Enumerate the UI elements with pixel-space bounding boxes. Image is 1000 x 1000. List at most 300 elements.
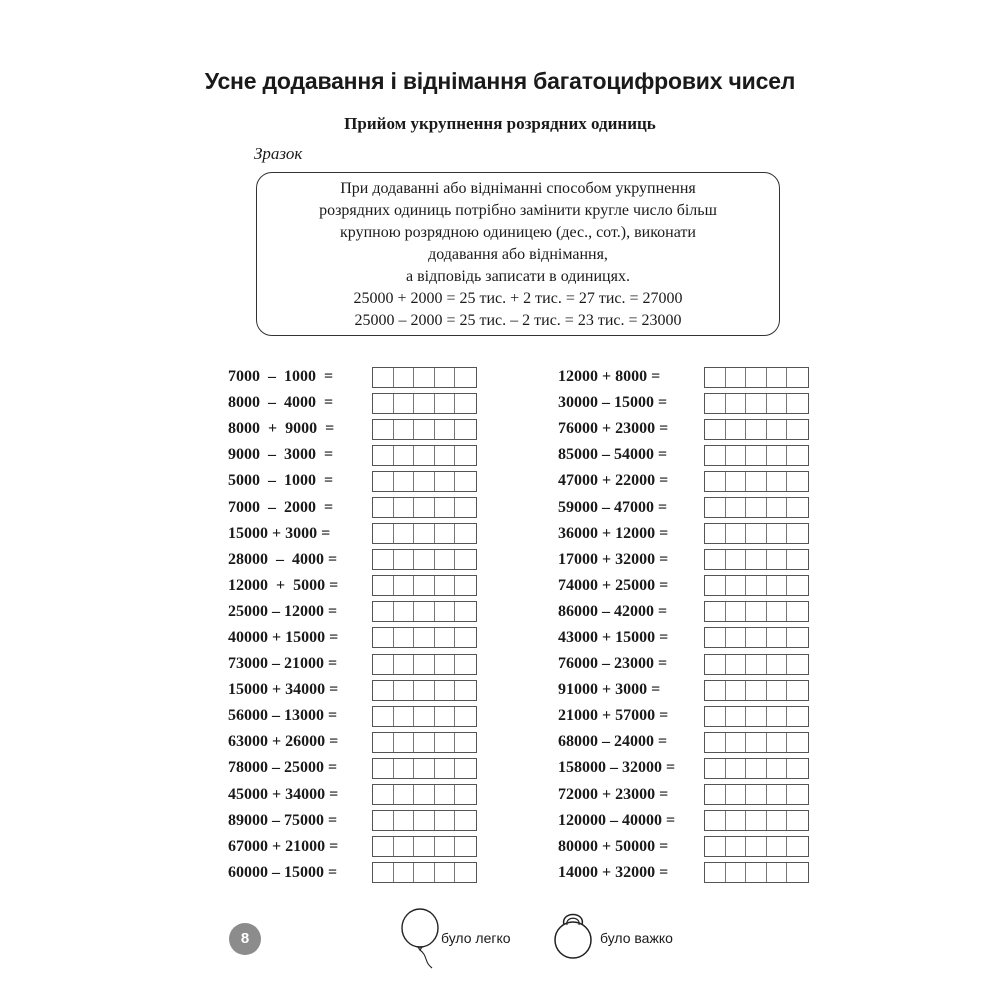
answer-cell[interactable] — [455, 655, 476, 674]
answer-cell[interactable] — [414, 524, 435, 543]
exercise-text: 7000 – 1000 = — [228, 368, 334, 386]
answer-cell[interactable] — [726, 420, 747, 439]
answer-cell[interactable] — [787, 707, 808, 726]
exercise-row — [228, 677, 477, 703]
answer-cell[interactable] — [414, 498, 435, 517]
answer-cell[interactable] — [373, 681, 394, 700]
answer-cell[interactable] — [373, 837, 394, 856]
answer-boxes — [704, 549, 809, 570]
answer-cell[interactable] — [746, 681, 767, 700]
exercise-row — [228, 364, 477, 390]
answer-cell[interactable] — [746, 602, 767, 621]
exercise-text: 15000 + 3000 = — [228, 524, 331, 542]
answer-cell[interactable] — [726, 602, 747, 621]
rule-line: При додаванні або відніманні способом укрупнення — [340, 180, 696, 197]
answer-cell[interactable] — [435, 524, 456, 543]
answer-cell[interactable] — [455, 420, 476, 439]
answer-boxes — [372, 836, 477, 857]
rule-example: 25000 – 2000 = 25 тис. – 2 тис. = 23 тис. = 23000 — [354, 312, 682, 329]
answer-cell[interactable] — [787, 550, 808, 569]
answer-cell[interactable] — [373, 368, 394, 387]
exercise-text: 14000 + 32000 = — [558, 863, 669, 881]
answer-boxes — [372, 862, 477, 883]
answer-boxes — [704, 471, 809, 492]
exercise-text: 8000 – 4000 = — [228, 394, 334, 412]
exercise-text: 89000 – 75000 = — [228, 811, 338, 829]
answer-cell[interactable] — [373, 628, 394, 647]
answer-cell[interactable] — [435, 368, 456, 387]
answer-cell[interactable] — [414, 576, 435, 595]
exercise-text: 158000 – 32000 = — [558, 759, 676, 777]
answer-cell[interactable] — [767, 707, 788, 726]
answer-cell[interactable] — [787, 837, 808, 856]
answer-cell[interactable] — [767, 759, 788, 778]
answer-cell[interactable] — [767, 811, 788, 830]
answer-cell[interactable] — [394, 733, 415, 752]
answer-cell[interactable] — [787, 628, 808, 647]
answer-cell[interactable] — [455, 733, 476, 752]
answer-boxes — [372, 367, 477, 388]
exercise-row — [228, 755, 477, 781]
answer-cell[interactable] — [705, 811, 726, 830]
answer-cell[interactable] — [746, 707, 767, 726]
answer-boxes — [372, 758, 477, 779]
answer-cell[interactable] — [455, 602, 476, 621]
answer-cell[interactable] — [726, 811, 747, 830]
answer-cell[interactable] — [414, 811, 435, 830]
exercise-row — [558, 860, 809, 886]
answer-cell[interactable] — [373, 655, 394, 674]
answer-cell[interactable] — [705, 837, 726, 856]
answer-cell[interactable] — [394, 394, 415, 413]
exercise-row — [228, 703, 477, 729]
answer-cell[interactable] — [705, 785, 726, 804]
sample-label: Зразок — [254, 144, 303, 163]
answer-cell[interactable] — [746, 524, 767, 543]
exercise-text: 80000 + 50000 = — [558, 837, 669, 855]
answer-cell[interactable] — [705, 368, 726, 387]
answer-cell[interactable] — [455, 472, 476, 491]
answer-cell[interactable] — [373, 394, 394, 413]
exercise-row — [558, 494, 809, 520]
answer-cell[interactable] — [726, 681, 747, 700]
answer-cell[interactable] — [705, 498, 726, 517]
answer-cell[interactable] — [394, 707, 415, 726]
page-number: 8 — [229, 923, 261, 955]
answer-cell[interactable] — [373, 863, 394, 882]
answer-cell[interactable] — [767, 550, 788, 569]
answer-cell[interactable] — [455, 368, 476, 387]
exercise-row — [558, 808, 809, 834]
answer-cell[interactable] — [435, 420, 456, 439]
exercise-text: 68000 – 24000 = — [558, 733, 668, 751]
answer-cell[interactable] — [373, 602, 394, 621]
rule-line: розрядних одиниць потрібно замінити кругле число більш — [319, 202, 717, 219]
answer-cell[interactable] — [787, 576, 808, 595]
answer-cell[interactable] — [787, 394, 808, 413]
answer-boxes — [372, 471, 477, 492]
answer-cell[interactable] — [414, 733, 435, 752]
answer-cell[interactable] — [435, 733, 456, 752]
exercise-text: 12000 + 8000 = — [558, 368, 661, 386]
answer-boxes — [704, 419, 809, 440]
answer-cell[interactable] — [746, 420, 767, 439]
answer-cell[interactable] — [746, 733, 767, 752]
answer-boxes — [372, 393, 477, 414]
answer-cell[interactable] — [787, 681, 808, 700]
answer-cell[interactable] — [705, 524, 726, 543]
answer-cell[interactable] — [435, 446, 456, 465]
answer-cell[interactable] — [414, 655, 435, 674]
answer-cell[interactable] — [435, 628, 456, 647]
exercise-text: 72000 + 23000 = — [558, 785, 669, 803]
answer-cell[interactable] — [435, 759, 456, 778]
answer-cell[interactable] — [394, 498, 415, 517]
answer-cell[interactable] — [726, 368, 747, 387]
answer-cell[interactable] — [435, 681, 456, 700]
answer-cell[interactable] — [394, 446, 415, 465]
answer-cell[interactable] — [726, 576, 747, 595]
answer-cell[interactable] — [767, 863, 788, 882]
answer-cell[interactable] — [746, 759, 767, 778]
answer-cell[interactable] — [746, 368, 767, 387]
rule-line: додавання або віднімання, — [428, 246, 608, 263]
answer-cell[interactable] — [394, 655, 415, 674]
answer-cell[interactable] — [705, 472, 726, 491]
answer-cell[interactable] — [414, 368, 435, 387]
exercise-text: 74000 + 25000 = — [558, 576, 669, 594]
answer-boxes — [704, 575, 809, 596]
answer-cell[interactable] — [746, 655, 767, 674]
answer-cell[interactable] — [414, 550, 435, 569]
answer-cell[interactable] — [767, 681, 788, 700]
answer-cell[interactable] — [435, 655, 456, 674]
answer-cell[interactable] — [414, 446, 435, 465]
exercise-text: 36000 + 12000 = — [558, 524, 669, 542]
answer-cell[interactable] — [394, 681, 415, 700]
answer-cell[interactable] — [726, 707, 747, 726]
answer-cell[interactable] — [394, 785, 415, 804]
answer-cell[interactable] — [414, 759, 435, 778]
answer-cell[interactable] — [767, 446, 788, 465]
answer-cell[interactable] — [455, 498, 476, 517]
answer-cell[interactable] — [435, 785, 456, 804]
answer-cell[interactable] — [705, 550, 726, 569]
answer-cell[interactable] — [705, 394, 726, 413]
answer-cell[interactable] — [746, 446, 767, 465]
exercise-text: 8000 + 9000 = — [228, 420, 335, 438]
answer-cell[interactable] — [726, 498, 747, 517]
answer-cell[interactable] — [435, 550, 456, 569]
answer-cell[interactable] — [767, 472, 788, 491]
answer-cell[interactable] — [455, 863, 476, 882]
answer-cell[interactable] — [705, 420, 726, 439]
exercise-text: 120000 – 40000 = — [558, 811, 676, 829]
exercise-text: 85000 – 54000 = — [558, 446, 668, 464]
answer-cell[interactable] — [746, 472, 767, 491]
answer-cell[interactable] — [705, 628, 726, 647]
answer-cell[interactable] — [394, 472, 415, 491]
answer-cell[interactable] — [373, 707, 394, 726]
answer-cell[interactable] — [746, 837, 767, 856]
answer-cell[interactable] — [705, 681, 726, 700]
answer-cell[interactable] — [746, 811, 767, 830]
mood-easy-label: було легко — [441, 930, 511, 946]
exercise-row — [558, 416, 809, 442]
answer-cell[interactable] — [746, 550, 767, 569]
answer-cell[interactable] — [373, 420, 394, 439]
answer-cell[interactable] — [414, 785, 435, 804]
answer-cell[interactable] — [394, 811, 415, 830]
answer-cell[interactable] — [705, 863, 726, 882]
answer-cell[interactable] — [787, 785, 808, 804]
answer-cell[interactable] — [414, 602, 435, 621]
exercise-row — [228, 834, 477, 860]
answer-boxes — [372, 810, 477, 831]
answer-cell[interactable] — [435, 498, 456, 517]
answer-cell[interactable] — [767, 602, 788, 621]
answer-cell[interactable] — [455, 759, 476, 778]
answer-cell[interactable] — [726, 394, 747, 413]
answer-cell[interactable] — [787, 811, 808, 830]
answer-cell[interactable] — [435, 394, 456, 413]
exercise-row — [558, 703, 809, 729]
exercise-text: 30000 – 15000 = — [558, 394, 668, 412]
exercise-text: 15000 + 34000 = — [228, 681, 339, 699]
answer-cell[interactable] — [455, 446, 476, 465]
exercise-row — [228, 547, 477, 573]
exercise-row — [228, 573, 477, 599]
answer-cell[interactable] — [373, 524, 394, 543]
answer-boxes — [372, 497, 477, 518]
answer-cell[interactable] — [373, 733, 394, 752]
answer-cell[interactable] — [767, 394, 788, 413]
answer-cell[interactable] — [767, 837, 788, 856]
exercise-column-right — [558, 364, 809, 886]
answer-cell[interactable] — [414, 681, 435, 700]
answer-cell[interactable] — [705, 576, 726, 595]
answer-cell[interactable] — [373, 785, 394, 804]
answer-cell[interactable] — [373, 550, 394, 569]
exercise-row — [228, 782, 477, 808]
answer-cell[interactable] — [373, 446, 394, 465]
answer-boxes — [704, 393, 809, 414]
answer-cell[interactable] — [414, 472, 435, 491]
answer-cell[interactable] — [435, 472, 456, 491]
answer-cell[interactable] — [705, 759, 726, 778]
answer-boxes — [704, 784, 809, 805]
answer-cell[interactable] — [705, 733, 726, 752]
exercise-text: 76000 – 23000 = — [558, 655, 668, 673]
answer-cell[interactable] — [455, 707, 476, 726]
answer-cell[interactable] — [455, 811, 476, 830]
answer-cell[interactable] — [726, 759, 747, 778]
answer-cell[interactable] — [455, 550, 476, 569]
answer-cell[interactable] — [787, 368, 808, 387]
answer-cell[interactable] — [373, 472, 394, 491]
exercise-row — [558, 521, 809, 547]
answer-cell[interactable] — [435, 837, 456, 856]
answer-cell[interactable] — [767, 628, 788, 647]
answer-cell[interactable] — [726, 472, 747, 491]
answer-boxes — [704, 601, 809, 622]
answer-boxes — [704, 706, 809, 727]
answer-cell[interactable] — [726, 550, 747, 569]
exercise-text: 5000 – 1000 = — [228, 472, 334, 490]
answer-cell[interactable] — [414, 394, 435, 413]
exercise-text: 59000 – 47000 = — [558, 498, 668, 516]
answer-cell[interactable] — [414, 420, 435, 439]
answer-cell[interactable] — [787, 524, 808, 543]
answer-boxes — [372, 732, 477, 753]
answer-cell[interactable] — [435, 576, 456, 595]
rule-line: а відповідь записати в одиницях. — [406, 268, 630, 285]
answer-cell[interactable] — [787, 472, 808, 491]
answer-cell[interactable] — [414, 628, 435, 647]
answer-cell[interactable] — [726, 524, 747, 543]
rule-box — [256, 172, 780, 336]
answer-cell[interactable] — [746, 576, 767, 595]
answer-cell[interactable] — [767, 576, 788, 595]
section-subtitle: Прийом укрупнення розрядних одиниць — [344, 114, 656, 133]
answer-boxes — [704, 732, 809, 753]
answer-cell[interactable] — [414, 863, 435, 882]
answer-boxes — [372, 680, 477, 701]
answer-cell[interactable] — [787, 733, 808, 752]
answer-cell[interactable] — [767, 420, 788, 439]
answer-cell[interactable] — [767, 733, 788, 752]
answer-cell[interactable] — [394, 837, 415, 856]
answer-cell[interactable] — [414, 707, 435, 726]
exercise-text: 73000 – 21000 = — [228, 655, 338, 673]
answer-boxes — [372, 627, 477, 648]
answer-cell[interactable] — [726, 446, 747, 465]
answer-cell[interactable] — [455, 628, 476, 647]
exercise-text: 76000 + 23000 = — [558, 420, 669, 438]
answer-cell[interactable] — [705, 602, 726, 621]
exercise-row — [228, 416, 477, 442]
answer-boxes — [704, 654, 809, 675]
answer-cell[interactable] — [435, 707, 456, 726]
exercise-row — [558, 468, 809, 494]
answer-cell[interactable] — [373, 576, 394, 595]
exercise-row — [558, 782, 809, 808]
answer-cell[interactable] — [394, 524, 415, 543]
exercise-text: 63000 + 26000 = — [228, 733, 339, 751]
answer-cell[interactable] — [373, 811, 394, 830]
exercise-row — [228, 390, 477, 416]
answer-cell[interactable] — [414, 837, 435, 856]
answer-boxes — [704, 367, 809, 388]
answer-cell[interactable] — [435, 863, 456, 882]
answer-cell[interactable] — [787, 655, 808, 674]
exercise-text: 45000 + 34000 = — [228, 785, 339, 803]
exercise-row — [558, 651, 809, 677]
exercise-text: 28000 – 4000 = — [228, 550, 338, 568]
answer-cell[interactable] — [705, 446, 726, 465]
exercise-row — [228, 599, 477, 625]
answer-cell[interactable] — [373, 498, 394, 517]
exercise-text: 56000 – 13000 = — [228, 707, 338, 725]
answer-cell[interactable] — [787, 602, 808, 621]
exercise-row — [558, 625, 809, 651]
answer-cell[interactable] — [767, 524, 788, 543]
answer-cell[interactable] — [726, 628, 747, 647]
answer-cell[interactable] — [767, 655, 788, 674]
answer-cell[interactable] — [726, 837, 747, 856]
answer-boxes — [704, 862, 809, 883]
answer-cell[interactable] — [787, 759, 808, 778]
answer-cell[interactable] — [455, 681, 476, 700]
answer-cell[interactable] — [394, 368, 415, 387]
exercise-column-left — [228, 364, 477, 886]
answer-cell[interactable] — [435, 602, 456, 621]
exercise-text: 7000 – 2000 = — [228, 498, 334, 516]
answer-boxes — [372, 784, 477, 805]
answer-cell[interactable] — [726, 733, 747, 752]
exercise-text: 12000 + 5000 = — [228, 576, 339, 594]
answer-boxes — [372, 523, 477, 544]
answer-cell[interactable] — [705, 655, 726, 674]
answer-cell[interactable] — [746, 394, 767, 413]
answer-cell[interactable] — [746, 498, 767, 517]
answer-cell[interactable] — [455, 837, 476, 856]
answer-cell[interactable] — [435, 811, 456, 830]
exercise-text: 21000 + 57000 = — [558, 707, 669, 725]
answer-cell[interactable] — [394, 576, 415, 595]
answer-cell[interactable] — [746, 628, 767, 647]
answer-cell[interactable] — [726, 863, 747, 882]
answer-cell[interactable] — [767, 785, 788, 804]
answer-cell[interactable] — [394, 628, 415, 647]
rule-example: 25000 + 2000 = 25 тис. + 2 тис. = 27 тис. = 27000 — [353, 290, 683, 307]
answer-cell[interactable] — [373, 759, 394, 778]
answer-cell[interactable] — [394, 863, 415, 882]
answer-cell[interactable] — [394, 550, 415, 569]
exercise-row — [558, 390, 809, 416]
answer-cell[interactable] — [787, 420, 808, 439]
answer-cell[interactable] — [394, 420, 415, 439]
answer-cell[interactable] — [726, 655, 747, 674]
answer-cell[interactable] — [746, 785, 767, 804]
exercise-row — [558, 677, 809, 703]
exercise-text: 47000 + 22000 = — [558, 472, 669, 490]
exercise-text: 40000 + 15000 = — [228, 628, 339, 646]
answer-cell[interactable] — [767, 498, 788, 517]
exercise-row — [558, 442, 809, 468]
exercise-text: 43000 + 15000 = — [558, 628, 669, 646]
answer-cell[interactable] — [787, 863, 808, 882]
answer-cell[interactable] — [455, 524, 476, 543]
answer-cell[interactable] — [746, 863, 767, 882]
exercise-text: 91000 + 3000 = — [558, 681, 661, 699]
answer-cell[interactable] — [726, 785, 747, 804]
answer-cell[interactable] — [455, 576, 476, 595]
exercise-row — [228, 860, 477, 886]
answer-cell[interactable] — [787, 446, 808, 465]
mood-hard-label: було важко — [600, 930, 673, 946]
answer-cell[interactable] — [455, 394, 476, 413]
answer-cell[interactable] — [394, 759, 415, 778]
exercise-row — [558, 364, 809, 390]
answer-cell[interactable] — [767, 368, 788, 387]
answer-boxes — [372, 654, 477, 675]
exercise-row — [558, 834, 809, 860]
answer-cell[interactable] — [787, 498, 808, 517]
answer-cell[interactable] — [705, 707, 726, 726]
answer-cell[interactable] — [455, 785, 476, 804]
answer-cell[interactable] — [394, 602, 415, 621]
